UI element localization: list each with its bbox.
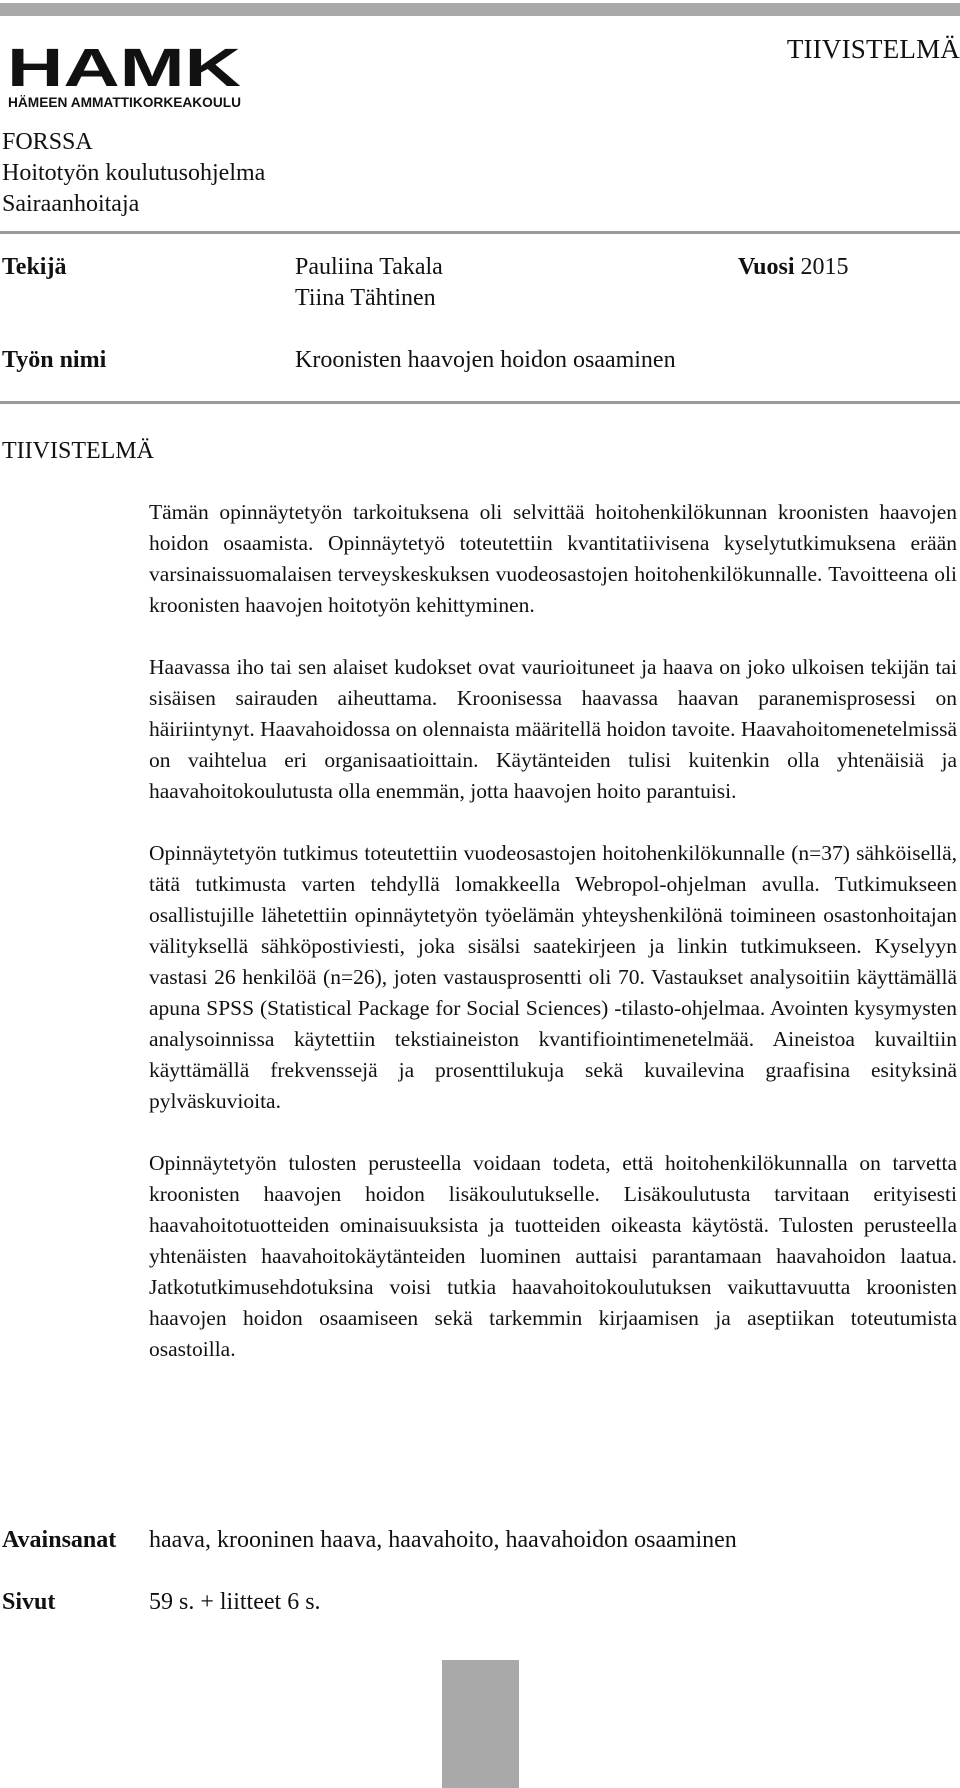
faculty-block	[2, 127, 265, 220]
divider-top	[0, 231, 960, 234]
top-gray-bar	[0, 3, 960, 16]
abstract-paragraph: Opinnäytetyön tutkimus toteutettiin vuodeosastojen hoitohenkilökunnalle (n=37) sähköisellä, tätä tutkimusta varten tehdyllä lomakkeella Webropol-ohjelman avulla. Tutkimukseen osallistujille lähetettiin opinnäytetyön työelämän yhteyshenkilönä toimineen osastonhoitajan välityksellä sähköpostiviesti, joka sisälsi saatekirjeen ja linkin tutkimukseen. Kyselyyn vastasi 26 henkilöä (n=26), joten vastausprosentti oli 70. Vastaukset analysoitiin käyttämällä apuna SPSS (Statistical Package for Social Sciences) -tilasto-ohjelmaa. Avointen kysymysten analysoinnissa käytettiin tekstiaineiston kvantifiointimenetelmää. Aineistoa kuvailtiin käyttämällä frekvenssejä ja prosenttilukuja sekä kuvailevina graafisina esityksinä pylväskuvioita.	[149, 841, 957, 1113]
abstract-paragraph: Haavassa iho tai sen alaiset kudokset ovat vaurioituneet ja haava on joko ulkoisen tekijän tai sisäisen sairauden aiheuttama. Kroonisessa haavassa haavan paranemisprosessi on häiriintynyt. Haavahoidossa on olennaista määritellä hoidon tavoite. Haavahoitomenetelmissä on vaihtelua eri organisaatioittain. Käytänteiden tulisi kuitenkin olla yhtenäisiä ja haavahoitokoulutusta olla enemmän, jotta haavojen hoito parantuisi.	[149, 655, 957, 803]
degree-programme: Hoitotyön koulutusohjelma	[2, 160, 266, 186]
abstract-heading: TIIVISTELMÄ	[2, 438, 154, 464]
year-label: Vuosi	[738, 254, 795, 280]
author-name: Tiina Tähtinen	[295, 285, 436, 311]
svg-text:HAMK: HAMK	[7, 44, 241, 98]
abstract-body	[149, 497, 957, 1396]
keywords-value: haava, krooninen haava, haavahoito, haavahoidon osaaminen	[149, 1527, 737, 1553]
abstract-paragraph: Opinnäytetyön tulosten perusteella voidaan todeta, että hoitohenkilökunnalla on tarvetta kroonisten haavojen hoidon lisäkoulutukselle. Lisäkoulutusta tarvitaan erityisesti haavahoitotuotteiden ominaisuuksista ja tuotteiden oikeasta käytöstä. Tulosten perusteella yhtenäisten haavahoitokäytänteiden luominen auttaisi parantamaan haavahoidon laatua. Jatkotutkimusehdotuksina voisi tutkia haavahoitokoulutuksen vaikuttavuutta kroonisten haavojen hoidon osaamiseen sekä tarkemmin kirjaamisen ja aseptiikan toteutumista osastoilla.	[149, 1151, 957, 1361]
thesis-title: Kroonisten haavojen hoidon osaaminen	[295, 347, 676, 373]
abstract-paragraph: Tämän opinnäytetyön tarkoituksena oli selvittää hoitohenkilökunnan kroonisten haavojen hoidon osaamista. Opinnäytetyö toteutettiin kvantitatiivisena kyselytutkimuksena erään varsinaissuomalaisen terveyskeskuksen vuodeosastojen hoitohenkilökunnalle. Tavoitteena oli kroonisten haavojen hoitotyön kehittyminen.	[149, 500, 957, 617]
thesis-title-label: Työn nimi	[2, 347, 107, 373]
year-value: 2015	[800, 254, 849, 280]
campus-location: FORSSA	[2, 129, 93, 155]
author-label: Tekijä	[2, 254, 67, 280]
degree-title: Sairaanhoitaja	[2, 191, 140, 217]
author-name: Pauliina Takala	[295, 254, 443, 280]
pages-value: 59 s. + liitteet 6 s.	[149, 1589, 321, 1615]
svg-text:HÄMEEN AMMATTIKORKEAKOULU: HÄMEEN AMMATTIKORKEAKOULU	[8, 95, 242, 110]
pages-label: Sivut	[2, 1589, 56, 1615]
keywords-label: Avainsanat	[2, 1527, 117, 1553]
page-footer-block	[442, 1660, 519, 1788]
divider-middle	[0, 401, 960, 404]
hamk-logo	[7, 44, 247, 110]
document-type-label: TIIVISTELMÄ	[786, 34, 960, 64]
year-field	[738, 252, 848, 283]
